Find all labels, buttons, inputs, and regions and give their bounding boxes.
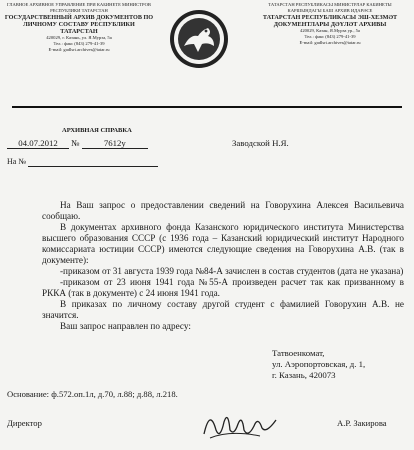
letter-body bbox=[42, 200, 404, 332]
reference-line bbox=[7, 157, 158, 167]
header-left-email: E-mail: gadlsrt.archives@tatar.ru bbox=[48, 47, 110, 52]
forward-address bbox=[272, 348, 365, 381]
header-left-org-name: ГОСУДАРСТВЕННЫЙ АРХИВ ДОКУМЕНТОВ ПО ЛИЧНОМУ СОСТАВУ РЕСПУБЛИКИ ТАТАРСТАН bbox=[4, 14, 154, 35]
addressee: Заводской Н.Я. bbox=[232, 138, 289, 148]
document-number: 7612у bbox=[82, 138, 148, 149]
body-paragraph: В документах архивного фонда Казанского юридического института Министерства высшего образования СССР (с 1936 года – Казанский юридический институт Народного комиссариата юстиции СССР) имеются следующие сведения на Говорухина А.В. (так в документе): bbox=[42, 222, 404, 265]
header-left-block bbox=[4, 2, 154, 53]
date-number-line bbox=[7, 138, 148, 149]
director-title: Директор bbox=[7, 418, 42, 428]
header-right-block bbox=[255, 2, 405, 46]
body-paragraph: Ваш запрос направлен по адресу: bbox=[60, 321, 191, 331]
forward-address-line: г. Казань, 420073 bbox=[272, 370, 336, 380]
header-right-org-name: ТАТАРСТАН РЕСПУБЛИКАСЫ ЭШ-ХЕЗМӘТ ДОКУМЕНТЛАРЫ ДӘҮЛӘТ АРХИВЫ bbox=[262, 14, 398, 28]
forward-address-line: ул. Аэропортовская, д. 1, bbox=[272, 359, 366, 369]
forward-address-line: Татвоенкомат, bbox=[272, 348, 325, 358]
header-right-address: 420029, Казан, Я.Мурза ур., 5а bbox=[300, 28, 360, 33]
basis-reference: Основание: ф.572.оп.1л, д.70, л.88; д.88, л.218. bbox=[7, 389, 178, 399]
body-paragraph: -приказом от 31 августа 1939 года №84-А зачислен в состав студентов (дата не указана) bbox=[60, 266, 404, 276]
body-paragraph: В приказах по личному составу другой студент с фамилией Говорухин А.В. не значится. bbox=[42, 299, 404, 320]
handwritten-signature bbox=[200, 400, 280, 444]
header-right-email: E-mail: gadlsrt.archives@tatar.ru bbox=[299, 40, 361, 45]
tatarstan-emblem-icon bbox=[168, 8, 230, 70]
header-left-phone: Тел.: факс (843) 279-41-39 bbox=[53, 41, 105, 46]
number-prefix: № bbox=[71, 138, 80, 148]
document-title: АРХИВНАЯ СПРАВКА bbox=[62, 127, 132, 134]
header-left-address: 420029, г. Казань, ул. Я.Мурза, 5а bbox=[46, 35, 112, 40]
header-right-phone: Тел.: факс (843) 279-41-39 bbox=[304, 34, 356, 39]
reference-prefix: На № bbox=[7, 157, 26, 166]
header-right-parent-org: ТАТАРСТАН РЕСПУБЛИКАСЫ МИНИСТРЛАР КАБИНЕТЫ КАРШЫНДАГЫ БАШ АРХИВ ИДАРӘСЕ bbox=[268, 2, 392, 13]
document-date: 04.07.2012 bbox=[7, 138, 69, 149]
body-paragraph: -приказом от 23 июня 1941 года №55-А произведен расчет так как призванному в РККА (так в документе) с 24 июня 1941 года. bbox=[42, 277, 404, 298]
body-paragraph: На Ваш запрос о предоставлении сведений на Говорухина Алексея Васильевича сообщаю. bbox=[42, 200, 404, 221]
header-left-parent-org: ГЛАВНОЕ АРХИВНОЕ УПРАВЛЕНИЕ ПРИ КАБИНЕТЕ МИНИСТРОВ РЕСПУБЛИКИ ТАТАРСТАН bbox=[7, 2, 151, 13]
header-divider bbox=[12, 106, 402, 108]
signer-name: А.Р. Закирова bbox=[337, 418, 387, 428]
